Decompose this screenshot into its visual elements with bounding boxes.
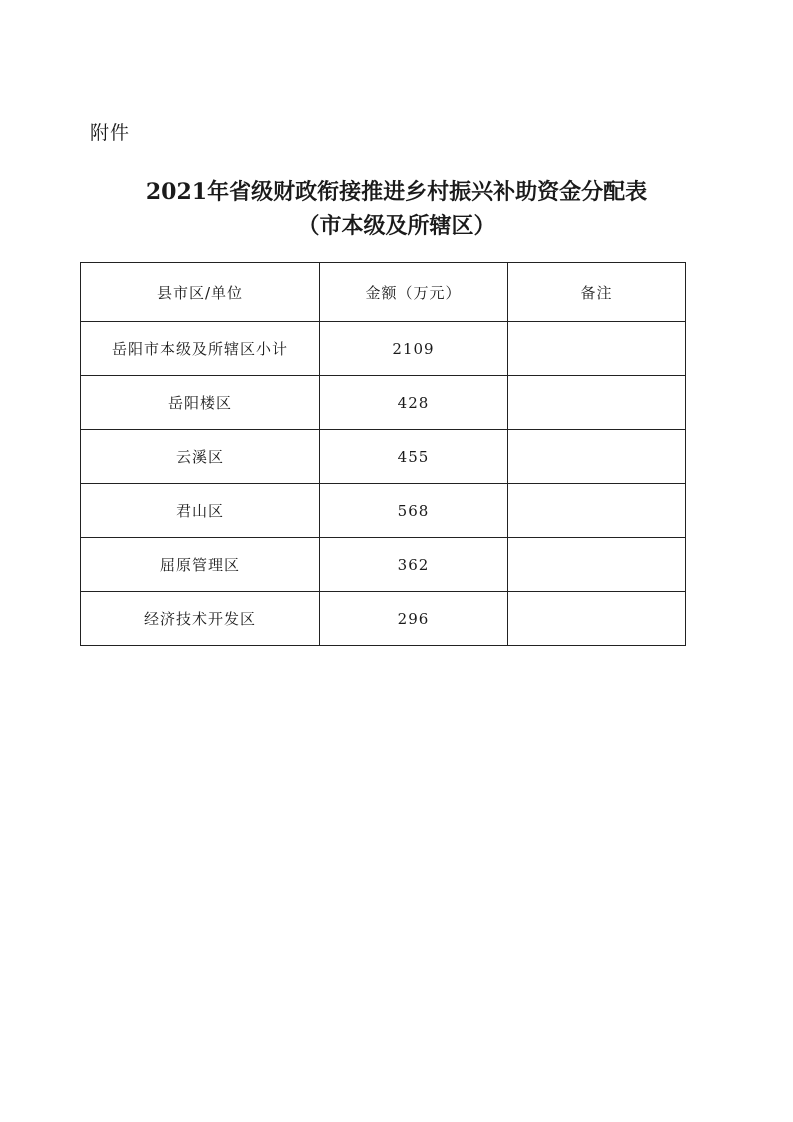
table-row <box>81 430 686 484</box>
header-unit: 县市区/单位 <box>81 263 320 322</box>
table-row <box>81 592 686 646</box>
cell-amount: 2109 <box>320 322 508 376</box>
cell-note <box>508 430 686 484</box>
document-title: 2021年省级财政衔接推进乡村振兴补助资金分配表 <box>145 179 648 205</box>
table-row-subtotal <box>81 322 686 376</box>
header-note: 备注 <box>508 263 686 322</box>
cell-note <box>508 592 686 646</box>
cell-note <box>508 376 686 430</box>
cell-unit: 屈原管理区 <box>81 538 320 592</box>
table-row <box>81 376 686 430</box>
table-header-row <box>81 263 686 322</box>
table-row <box>81 538 686 592</box>
header-amount: 金额（万元） <box>320 263 508 322</box>
cell-unit: 岳阳楼区 <box>81 376 320 430</box>
cell-unit: 君山区 <box>81 484 320 538</box>
cell-amount: 428 <box>320 376 508 430</box>
allocation-table <box>80 262 686 646</box>
attachment-label: 附件 <box>90 122 131 144</box>
cell-unit: 云溪区 <box>81 430 320 484</box>
cell-amount: 296 <box>320 592 508 646</box>
cell-amount: 568 <box>320 484 508 538</box>
document-subtitle: （市本级及所辖区） <box>297 213 496 239</box>
cell-amount: 362 <box>320 538 508 592</box>
cell-note <box>508 484 686 538</box>
cell-unit: 岳阳市本级及所辖区小计 <box>81 322 320 376</box>
cell-unit: 经济技术开发区 <box>81 592 320 646</box>
table-row <box>81 484 686 538</box>
cell-note <box>508 322 686 376</box>
cell-note <box>508 538 686 592</box>
cell-amount: 455 <box>320 430 508 484</box>
